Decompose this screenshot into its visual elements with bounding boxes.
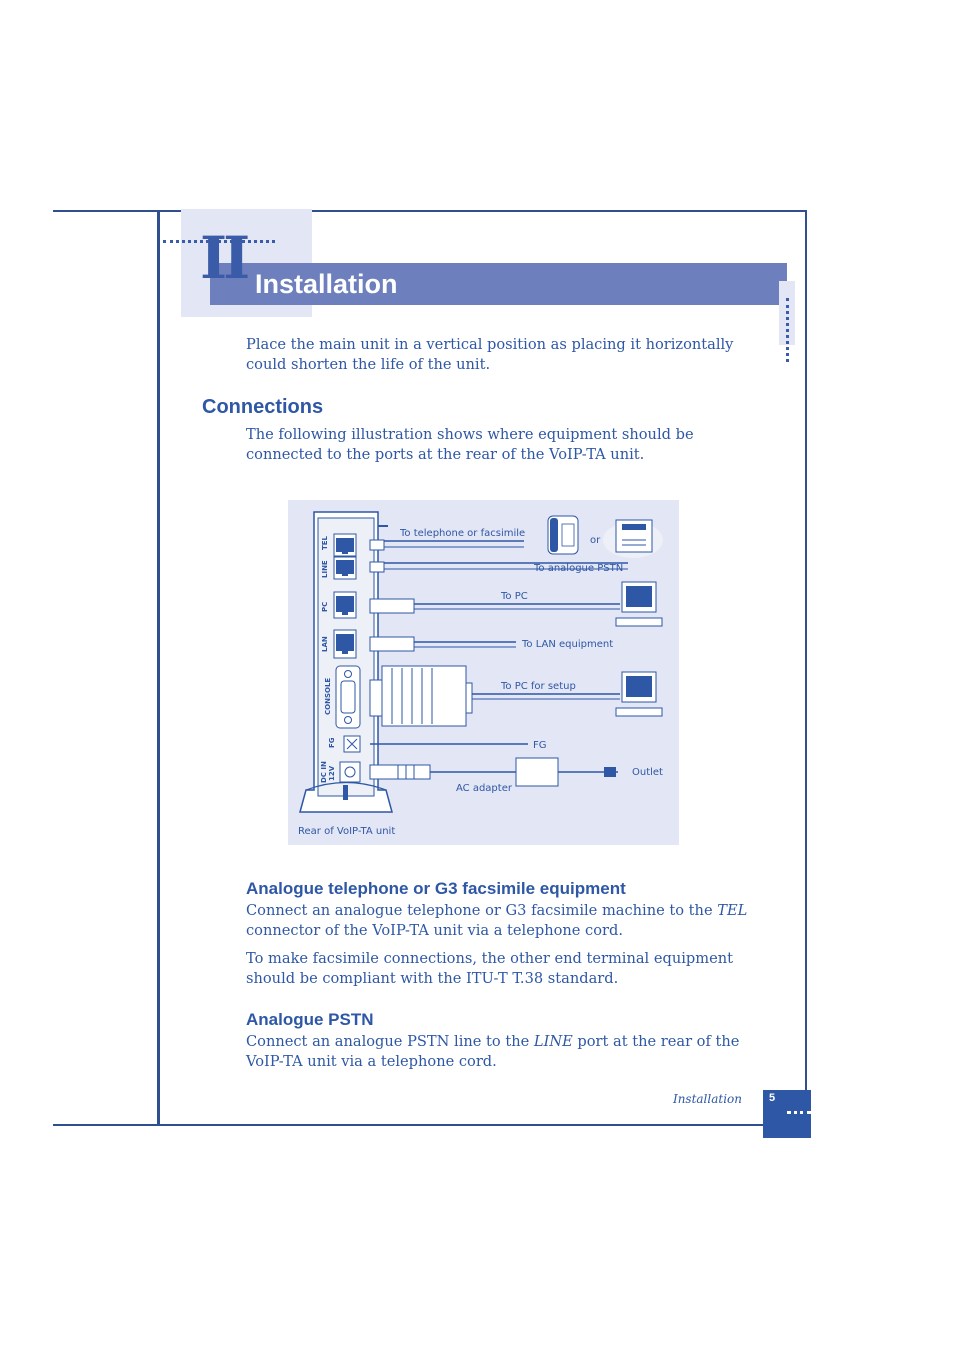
line-port-socket (336, 560, 354, 576)
page-number-dots (787, 1111, 811, 1114)
connections-heading: Connections (202, 396, 324, 418)
label-to-pc: To PC (501, 591, 528, 602)
tel-plug (370, 540, 384, 550)
port-label-fg: FG (328, 737, 336, 748)
ac-adapter-box (516, 758, 558, 786)
port-label-dc-in: DC IN (320, 761, 328, 783)
label-to-pstn: To analogue PSTN (534, 563, 624, 574)
pc-keyboard-icon (616, 618, 662, 626)
tel-p1-text-after: connector of the VoIP-TA unit via a telephone cord. (246, 922, 623, 939)
tel-p1-emphasis: TEL (717, 902, 748, 919)
tel-section-paragraph-2: To make facsimile connections, the other end terminal equipment should be compliant with the ITU-T T.38 standard. (246, 950, 733, 987)
port-label-tel: TEL (321, 535, 329, 550)
label-to-lan: To LAN equipment (522, 639, 614, 650)
serial-strain-relief (466, 683, 472, 713)
pstn-section-paragraph (246, 1032, 766, 1072)
port-label-dc-voltage: 12V (328, 765, 336, 781)
setup-pc-keyboard-icon (616, 708, 662, 716)
pstn-p1-text-before: Connect an analogue PSTN line to the (246, 1033, 534, 1050)
port-label-line: LINE (321, 560, 329, 578)
telephone-handset (550, 518, 558, 552)
diagram-caption: Rear of VoIP-TA unit (298, 826, 396, 837)
pc-plug (370, 599, 414, 613)
left-margin-rule (157, 210, 160, 1126)
port-label-pc: PC (321, 601, 329, 612)
connections-paragraph: The following illustration shows where equipment should be connected to the ports at the rear of the VoIP-TA unit. (246, 426, 694, 463)
pstn-p1-text-after: port at the rear of the VoIP-TA unit via a telephone cord. (246, 1033, 740, 1070)
right-margin-rule (805, 210, 807, 1090)
connection-diagram (288, 500, 679, 845)
lan-plug (370, 637, 414, 651)
port-label-console: CONSOLE (324, 677, 332, 715)
chapter-numeral: II (200, 224, 247, 292)
intro-paragraph: Place the main unit in a vertical position as placing it horizontally could shorten the life of the unit. (246, 336, 734, 373)
lan-port-socket (336, 634, 354, 654)
connection-diagram-svg (288, 500, 679, 845)
setup-pc-monitor-screen (626, 676, 652, 697)
port-label-lan: LAN (321, 636, 329, 652)
page-number: 5 (769, 1092, 776, 1104)
dc-in-jack (340, 762, 360, 782)
side-tab-dots (786, 298, 789, 362)
pstn-section-heading: Analogue PSTN (246, 1010, 374, 1029)
label-to-telephone: To telephone or facsimile (400, 528, 526, 539)
tel-p1-text-before: Connect an analogue telephone or G3 facsimile machine to the (246, 902, 718, 919)
serial-plug-hood (370, 680, 382, 716)
dc-plug (370, 765, 430, 779)
label-ac-adapter: AC adapter (456, 783, 512, 794)
tel-port-socket (336, 538, 354, 554)
footer-section-label: Installation (672, 1092, 742, 1106)
tel-section-paragraph-1 (246, 901, 766, 941)
outlet-plug (604, 767, 616, 777)
label-to-pc-setup: To PC for setup (501, 681, 576, 692)
bottom-rule (53, 1124, 763, 1126)
pc-monitor-screen (626, 586, 652, 607)
label-outlet: Outlet (632, 767, 663, 778)
fax-paper (622, 524, 646, 530)
label-fg: FG (533, 740, 547, 751)
line-plug (370, 562, 384, 572)
label-or: or (590, 535, 601, 546)
unit-foot (343, 785, 348, 800)
chapter-title: Installation (255, 269, 398, 299)
top-rule (53, 210, 807, 212)
console-port (336, 666, 360, 728)
pstn-p1-emphasis: LINE (533, 1033, 573, 1050)
serial-connector (382, 666, 466, 726)
tel-section-heading: Analogue telephone or G3 facsimile equipment (246, 879, 626, 898)
